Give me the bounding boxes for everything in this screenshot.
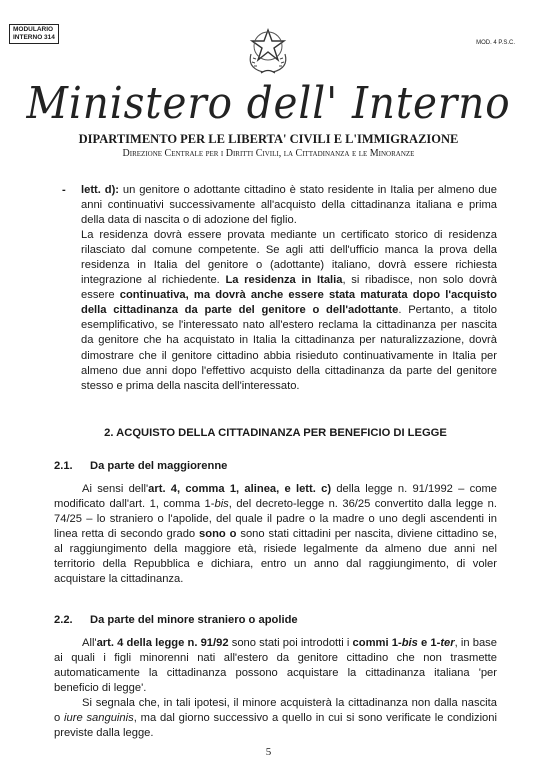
subsection-2-1-paragraph: Ai sensi dell'art. 4, comma 1, alinea, e lett. c) della legge n. 91/1992 – come modificato dall'art. 1, comma 1-bis, del decreto-legge n. 36/25 convertito dalla legge n. 74/25 – lo straniero o l'apolide, del quale il padre o la madre o uno degli ascendenti in linea retta di secondo grado sono o sono stati cittadini per nascita, diviene cittadino se, al raggiungimento della maggiore età, risiede legalmente da almeno due anni nel territorio della Repubblica e dichiara, entro un anno dal raggiungimento, di voler acquistare la cittadinanza. [54, 482, 497, 586]
residence-paragraph: La residenza dovrà essere provata mediante un certificato storico di residenza rilasciato dal comune competente. Se agli atti dell'ufficio manca la prova della residenza in Italia del genitore o (adottante) italiano, dovrà essere richiesta integrazione al richiedente. La residenza in Italia, si ribadisce, non solo dovrà essere continuativa, ma dovrà anche essere stata maturata dopo l'acquisto della cittadinanza da parte del genitore o dell'adottante. Pertanto, a titolo esemplificativo, se l'interessato nato all'estero reclama la cittadinanza per nascita da genitore che ha acquistato in Italia la cittadinanza per naturalizzazione, dovrà dimostrare che il genitore cittadino abbia risieduto continuativamente in Italia per almeno due anni dopo l'effettivo acquisto della cittadinanza da parte del genitore stesso e prima della nascita dell'interessato. [81, 229, 497, 392]
page-number: 5 [265, 746, 272, 758]
bullet-marker: - [62, 184, 66, 196]
italian-republic-emblem-icon [243, 24, 293, 76]
section-2-title: 2. ACQUISTO DELLA CITTADINANZA PER BENEFICIO DI LEGGE [104, 426, 447, 439]
form-box-line1: MODULARIO [13, 26, 54, 33]
form-code: MOD. 4 P.S.C. [476, 40, 515, 46]
document-body [54, 183, 497, 741]
directorate-subtitle: Direzione Centrale per i Diritti Civili, la Cittadinanza e le Minoranze [122, 148, 415, 159]
bullet-item-d [54, 183, 497, 394]
subsection-2-1-title: 2.1. Da parte del maggiorenne [54, 459, 228, 472]
subsection-2-2-title: 2.2. Da parte del minore straniero o apolide [54, 614, 298, 627]
form-box-line2: INTERNO 314 [13, 34, 55, 41]
subsection-2-2-paragraph-1: All'art. 4 della legge n. 91/92 sono stati poi introdotti i commi 1-bis e 1-ter, in base ai quali i figli minorenni nati all'estero da genitore cittadino che non trasmette automaticamente la cittadinanza possono acquistare la cittadinanza italiana 'per beneficio di legge'. [54, 637, 497, 695]
department-title: DIPARTIMENTO PER LE LIBERTA' CIVILI E L'IMMIGRAZIONE [78, 132, 459, 146]
form-code-box [9, 24, 59, 44]
subsection-2-2-paragraph-2: Si segnala che, in tali ipotesi, il minore acquisterà la cittadinanza non dalla nascita o iure sanguinis, ma dal giorno successivo a quello in cui si sono verificate le condizioni previste dalla legge. [54, 697, 497, 740]
bullet-d-label: lett. d): [81, 184, 120, 196]
bullet-d-paragraph: lett. d): un genitore o adottante cittadino è stato residente in Italia per almeno due anni continuativi successivamente all'acquisto della cittadinanza italiana e prima della data di nascita o di adozione del figlio. [81, 184, 497, 227]
ministry-name: Ministero dell' Interno [26, 78, 511, 129]
